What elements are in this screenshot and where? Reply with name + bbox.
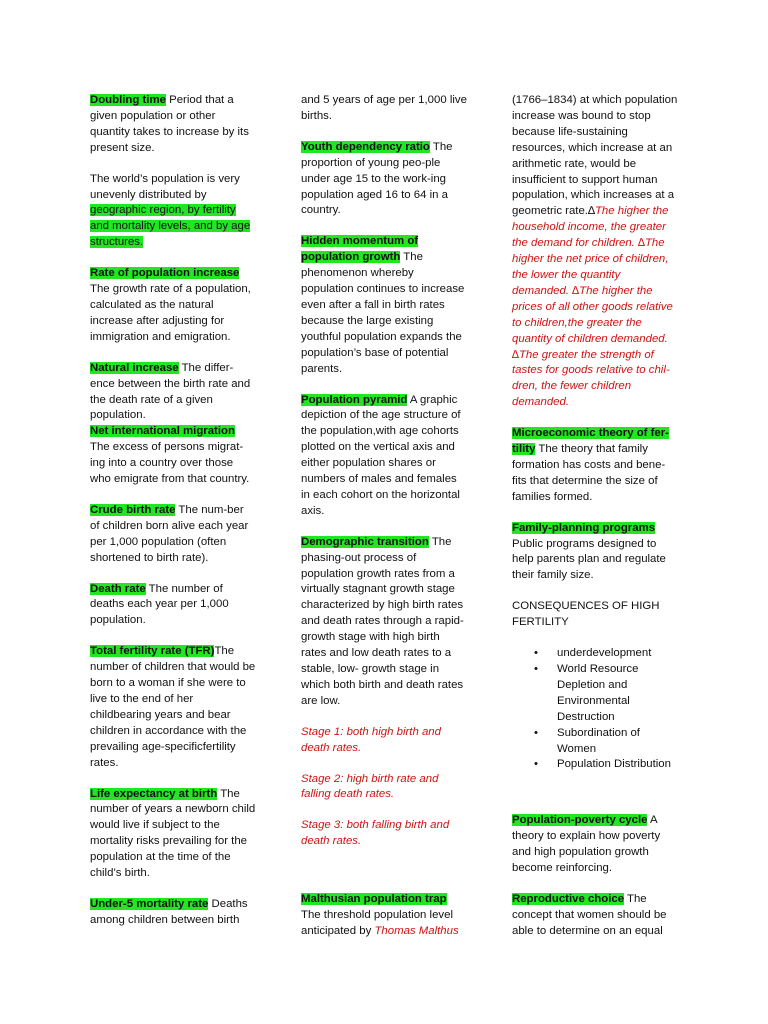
paragraph-world-population: [90, 172, 256, 252]
definition-malthusian-trap: [301, 892, 467, 940]
text-population-poverty-cycle: A theory to explain how poverty and high population growth become reinforcing.: [512, 814, 661, 875]
term-tfr: Total fertility rate (TFR): [90, 645, 215, 658]
stage-2-text: Stage 2: high birth rate and falling death rates.: [301, 772, 439, 801]
term-malthusian-trap: Malthusian population trap: [301, 893, 447, 906]
term-net-migration: Net international migration: [90, 425, 235, 438]
paragraph-malthus-continued: [512, 93, 678, 411]
text-thomas-malthus: Thomas Malthus: [374, 924, 459, 937]
term-hidden-momentum: Hidden momentum of population growth: [301, 235, 419, 264]
term-demographic-transition: Demographic transition: [301, 535, 429, 548]
text-natural-increase: The differ-ence between the birth rate and the death rate of a given population.: [90, 361, 251, 422]
text-population-pyramid: A graphic depiction of the age structure of the population,with age cohorts plotted on the vertical axis and either population shares or numbers of males and females in each cohort on the horizontal axis.: [301, 393, 461, 517]
term-natural-increase: Natural increase: [90, 361, 179, 374]
definition-under5-mortality: [90, 897, 256, 929]
consequences-list: [512, 646, 678, 773]
text-death-rate: The number of deaths each year per 1,000 population.: [90, 582, 229, 627]
definition-population-pyramid: [301, 393, 467, 520]
term-reproductive-choice: Reproductive choice: [512, 892, 625, 905]
term-microeconomic-theory: Microeconomic theory of fer-tility: [512, 427, 669, 456]
text-life-expectancy: The number of years a newborn child would live if subject to the mortality risks prevailing for the population at the time of the child’s birth.: [90, 787, 256, 880]
list-item: • World Resource Depletion and Environmental Destruction: [512, 662, 678, 726]
stage-3-text: Stage 3: both falling birth and death rates.: [301, 819, 450, 848]
text-doubling-time: Period that a given population or other quantity takes to increase by its present size.: [90, 94, 249, 154]
term-rate-of-increase: Rate of population increase: [90, 267, 240, 280]
definition-rate-of-increase: [90, 266, 256, 346]
column-1: [90, 93, 256, 944]
text-demand-for-children: The higher the household income, the greater the demand for children. ∆The higher the net price of children, the lower the quantity demanded. ∆The higher the prices of all other goods relative to children,the greater the quantity of children demanded. ∆The greater the strength of tastes for goods relative to chil-dren, the fewer children demanded.: [512, 205, 673, 409]
stage-1-text: Stage 1: both high birth and death rates.: [301, 725, 441, 754]
text-hidden-momentum: The phenomenon whereby population continues to increase even after a fall in birth rates because the large existing youthful population expands the population’s base of potential parents.: [301, 251, 465, 375]
term-death-rate: Death rate: [90, 582, 146, 595]
definition-natural-increase: [90, 361, 256, 425]
term-doubling-time: Doubling time: [90, 94, 166, 106]
text-net-migration: The excess of persons migrat-ing into a country over those who emigrate from that country.: [90, 441, 250, 486]
text-youth-dependency: The proportion of young peo-ple under age 15 to the work-ing population aged 16 to 64 in a country.: [301, 140, 453, 217]
text-microeconomic-theory: The theory that family formation has costs and bene-fits that determine the size of families formed.: [512, 443, 666, 503]
definition-population-poverty-cycle: [512, 813, 678, 877]
paragraph-under5-continued: and 5 years of age per 1,000 live births.: [301, 94, 467, 122]
definition-tfr: [90, 644, 256, 771]
definition-reproductive-choice: [512, 892, 678, 940]
definition-death-rate: [90, 582, 256, 630]
term-population-pyramid: Population pyramid: [301, 393, 408, 406]
definition-family-planning: [512, 521, 678, 585]
term-under5-mortality: Under-5 mortality rate: [90, 897, 209, 910]
definition-microeconomic-theory: [512, 426, 678, 506]
definition-demographic-transition: [301, 535, 467, 710]
list-item: • underdevelopment: [512, 646, 678, 662]
list-item: • Population Distribution: [512, 757, 678, 773]
term-family-planning: Family-planning programs: [512, 521, 656, 534]
definition-youth-dependency: [301, 140, 467, 220]
text-under5-mortality: Deaths among children between birth: [90, 897, 248, 926]
definition-crude-birth-rate: [90, 503, 256, 567]
term-population-poverty-cycle: Population-poverty cycle: [512, 814, 648, 827]
text-malthus-continued: (1766–1834) at which population increase was bound to stop because life-sustaining resources, which increase at an arithmetic rate, would be insufficient to support human population, which increases at a geometric rate.∆: [512, 94, 678, 218]
heading-consequences: CONSEQUENCES OF HIGH FERTILITY: [512, 600, 660, 629]
definition-net-migration: [90, 424, 256, 488]
text-family-planning: Public programs designed to help parents plan and regulate their family size.: [512, 537, 666, 582]
column-3: [512, 93, 678, 955]
definition-hidden-momentum: [301, 234, 467, 377]
highlight-world-population: geographic region, by fertility and mortality levels, and by age structures.: [90, 204, 251, 249]
text-tfr: The number of children that would be born to a woman if she were to live to the end of her childbearing years and bear children in accordance with the prevailing age-specificfertility rates.: [90, 645, 256, 769]
term-youth-dependency: Youth dependency ratio: [301, 140, 430, 153]
text-reproductive-choice: The concept that women should be able to determine on an equal: [512, 892, 667, 937]
text-world-population: The world’s population is very unevenly distributed by: [90, 172, 240, 201]
text-demographic-transition: The phasing-out process of population growth rates from a virtually stagnant growth stage characterized by high birth rates and death rates through a rapid-growth stage with high birth rates and low death rates to a stable, low- growth stage in which both birth and death rates are low.: [301, 535, 464, 707]
text-malthusian-trap: The threshold population level anticipated by: [301, 909, 453, 937]
term-crude-birth-rate: Crude birth rate: [90, 503, 176, 516]
definition-life-expectancy: [90, 787, 256, 882]
text-rate-of-increase: The growth rate of a population, calculated as the natural increase after adjusting for immigration and emigration.: [90, 283, 251, 343]
column-2: [301, 93, 467, 955]
text-crude-birth-rate: The num-ber of children born alive each year per 1,000 population (often shortened to birth rate).: [90, 503, 249, 564]
list-item: • Subordination of Women: [512, 726, 678, 758]
term-life-expectancy: Life expectancy at birth: [90, 787, 218, 800]
definition-doubling-time: [90, 93, 256, 157]
